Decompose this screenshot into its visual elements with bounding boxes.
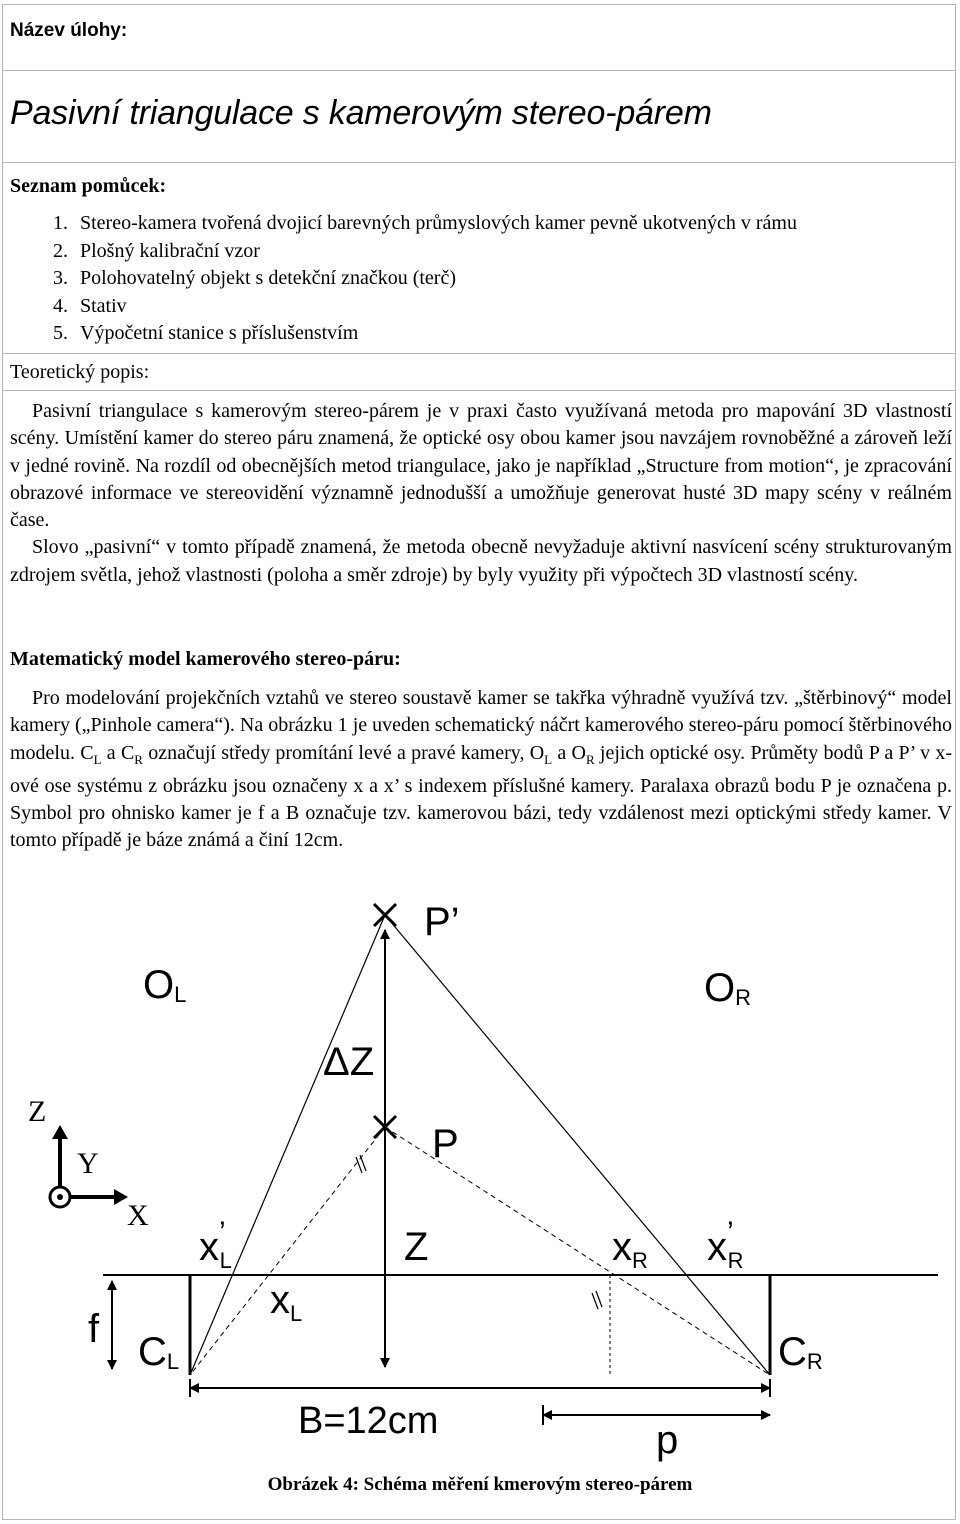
y-axis-label: Y [77,1147,99,1180]
list-item: 1. Stereo-kamera tvořená dvojicí barevných průmyslových kamer pevně ukotvených v rámu [53,212,797,234]
label-ol: OL [143,963,187,1007]
divider [2,390,956,391]
divider [2,162,956,163]
list-item: 4. Stativ [53,294,127,317]
label-cr: CR [778,1330,823,1374]
label-parallax: p [656,1418,679,1462]
model-paragraph: Pro modelování projekčních vztahů ve stereo soustavě kamer se takřka výhradně využívá tzv. „štěrbinový“ model kamery („Pinhole camera“). Na obrázku 1 je uveden schematický náčrt kamerového stereo-páru pomocí štěrbinového modelu. $C_L$ a $C_R$ označují středy promítání levé a pravé kamery, $O_L$ a $O_R$ jejich optické osy. Průměty bodů P a P’ v x-ové ose systému z obrázku jsou označeny x a x’ s indexem příslušné kamery. Paralaxa obrazů bodu P je označena p. Symbol pro ohnisko kamer je f a B označuje tzv. kamerovou bázi, tedy vzdálenost mezi optickými středy kamer. V tomto případě je báze známá a činí 12cm. [10,687,952,852]
label-x-prime-l: x’ L [199,1216,232,1273]
divider [2,70,956,71]
label-or: OR [704,966,752,1010]
theory-text [10,398,952,589]
label-z: Z [404,1225,429,1269]
theory-heading: Teoretický popis: [10,361,150,383]
label-cl: CL [138,1330,180,1374]
task-label: Název úlohy: [10,20,128,41]
list-item: 5. Výpočetní stanice s příslušenstvím [53,322,359,344]
divider [2,353,956,354]
list-item: 2. Plošný kalibrační vzor [53,239,260,262]
aids-list [10,210,797,348]
label-p: P [432,1122,459,1166]
page-title: Pasivní triangulace s kamerovým stereo-párem [10,94,712,132]
label-f: f [88,1307,100,1351]
label-p-prime: P’ [424,900,460,944]
theory-paragraph-2: Slovo „pasivní“ v tomto případě znamená, že metoda obecně nevyžaduje aktivní nasvícení scény strukturovaným zdrojem světla, jehož vlastnosti (poloha a směr zdroje) by byly využity při výpočtech 3D vlastností scény. [10,536,952,586]
x-axis-label: X [127,1199,149,1232]
label-baseline: B=12cm [298,1400,439,1442]
model-heading: Matematický model kamerového stereo-páru: [10,648,401,670]
theory-paragraph-1: Pasivní triangulace s kamerovým stereo-párem je v praxi často využívaná metoda pro mapování 3D vlastností scény. Umístění kamer do stereo páru znamená, že optické osy obou kamer jsou navzájem rovnoběžné a zároveň leží v jedné rovině. Na rozdíl od obecnějších metod triangulace, jako je například „Structure from motion“, je zpracování obrazové informace ve stereovidění významně jednodušší a umožňuje generovat husté 3D mapy scény v reálném čase. [10,400,952,532]
figure-caption: Obrázek 4: Schéma měření kmerovým stereo-párem [267,1474,693,1495]
aids-heading: Seznam pomůcek: [10,175,167,197]
list-item: 3. Polohovatelný objekt s detekční značkou (terč) [53,267,456,289]
parallel-mark-left [356,1155,366,1173]
label-x-prime-r: x’ R [707,1216,744,1273]
stereo-diagram [0,895,960,1470]
z-axis-label: Z [28,1095,47,1128]
parallel-mark-right [592,1291,602,1309]
label-delta-z: ΔZ [323,1040,375,1084]
point-pprime-mark [374,904,396,926]
label-xr: $x_R$ [612,1225,648,1273]
label-xl: $x_L$ [270,1278,303,1326]
